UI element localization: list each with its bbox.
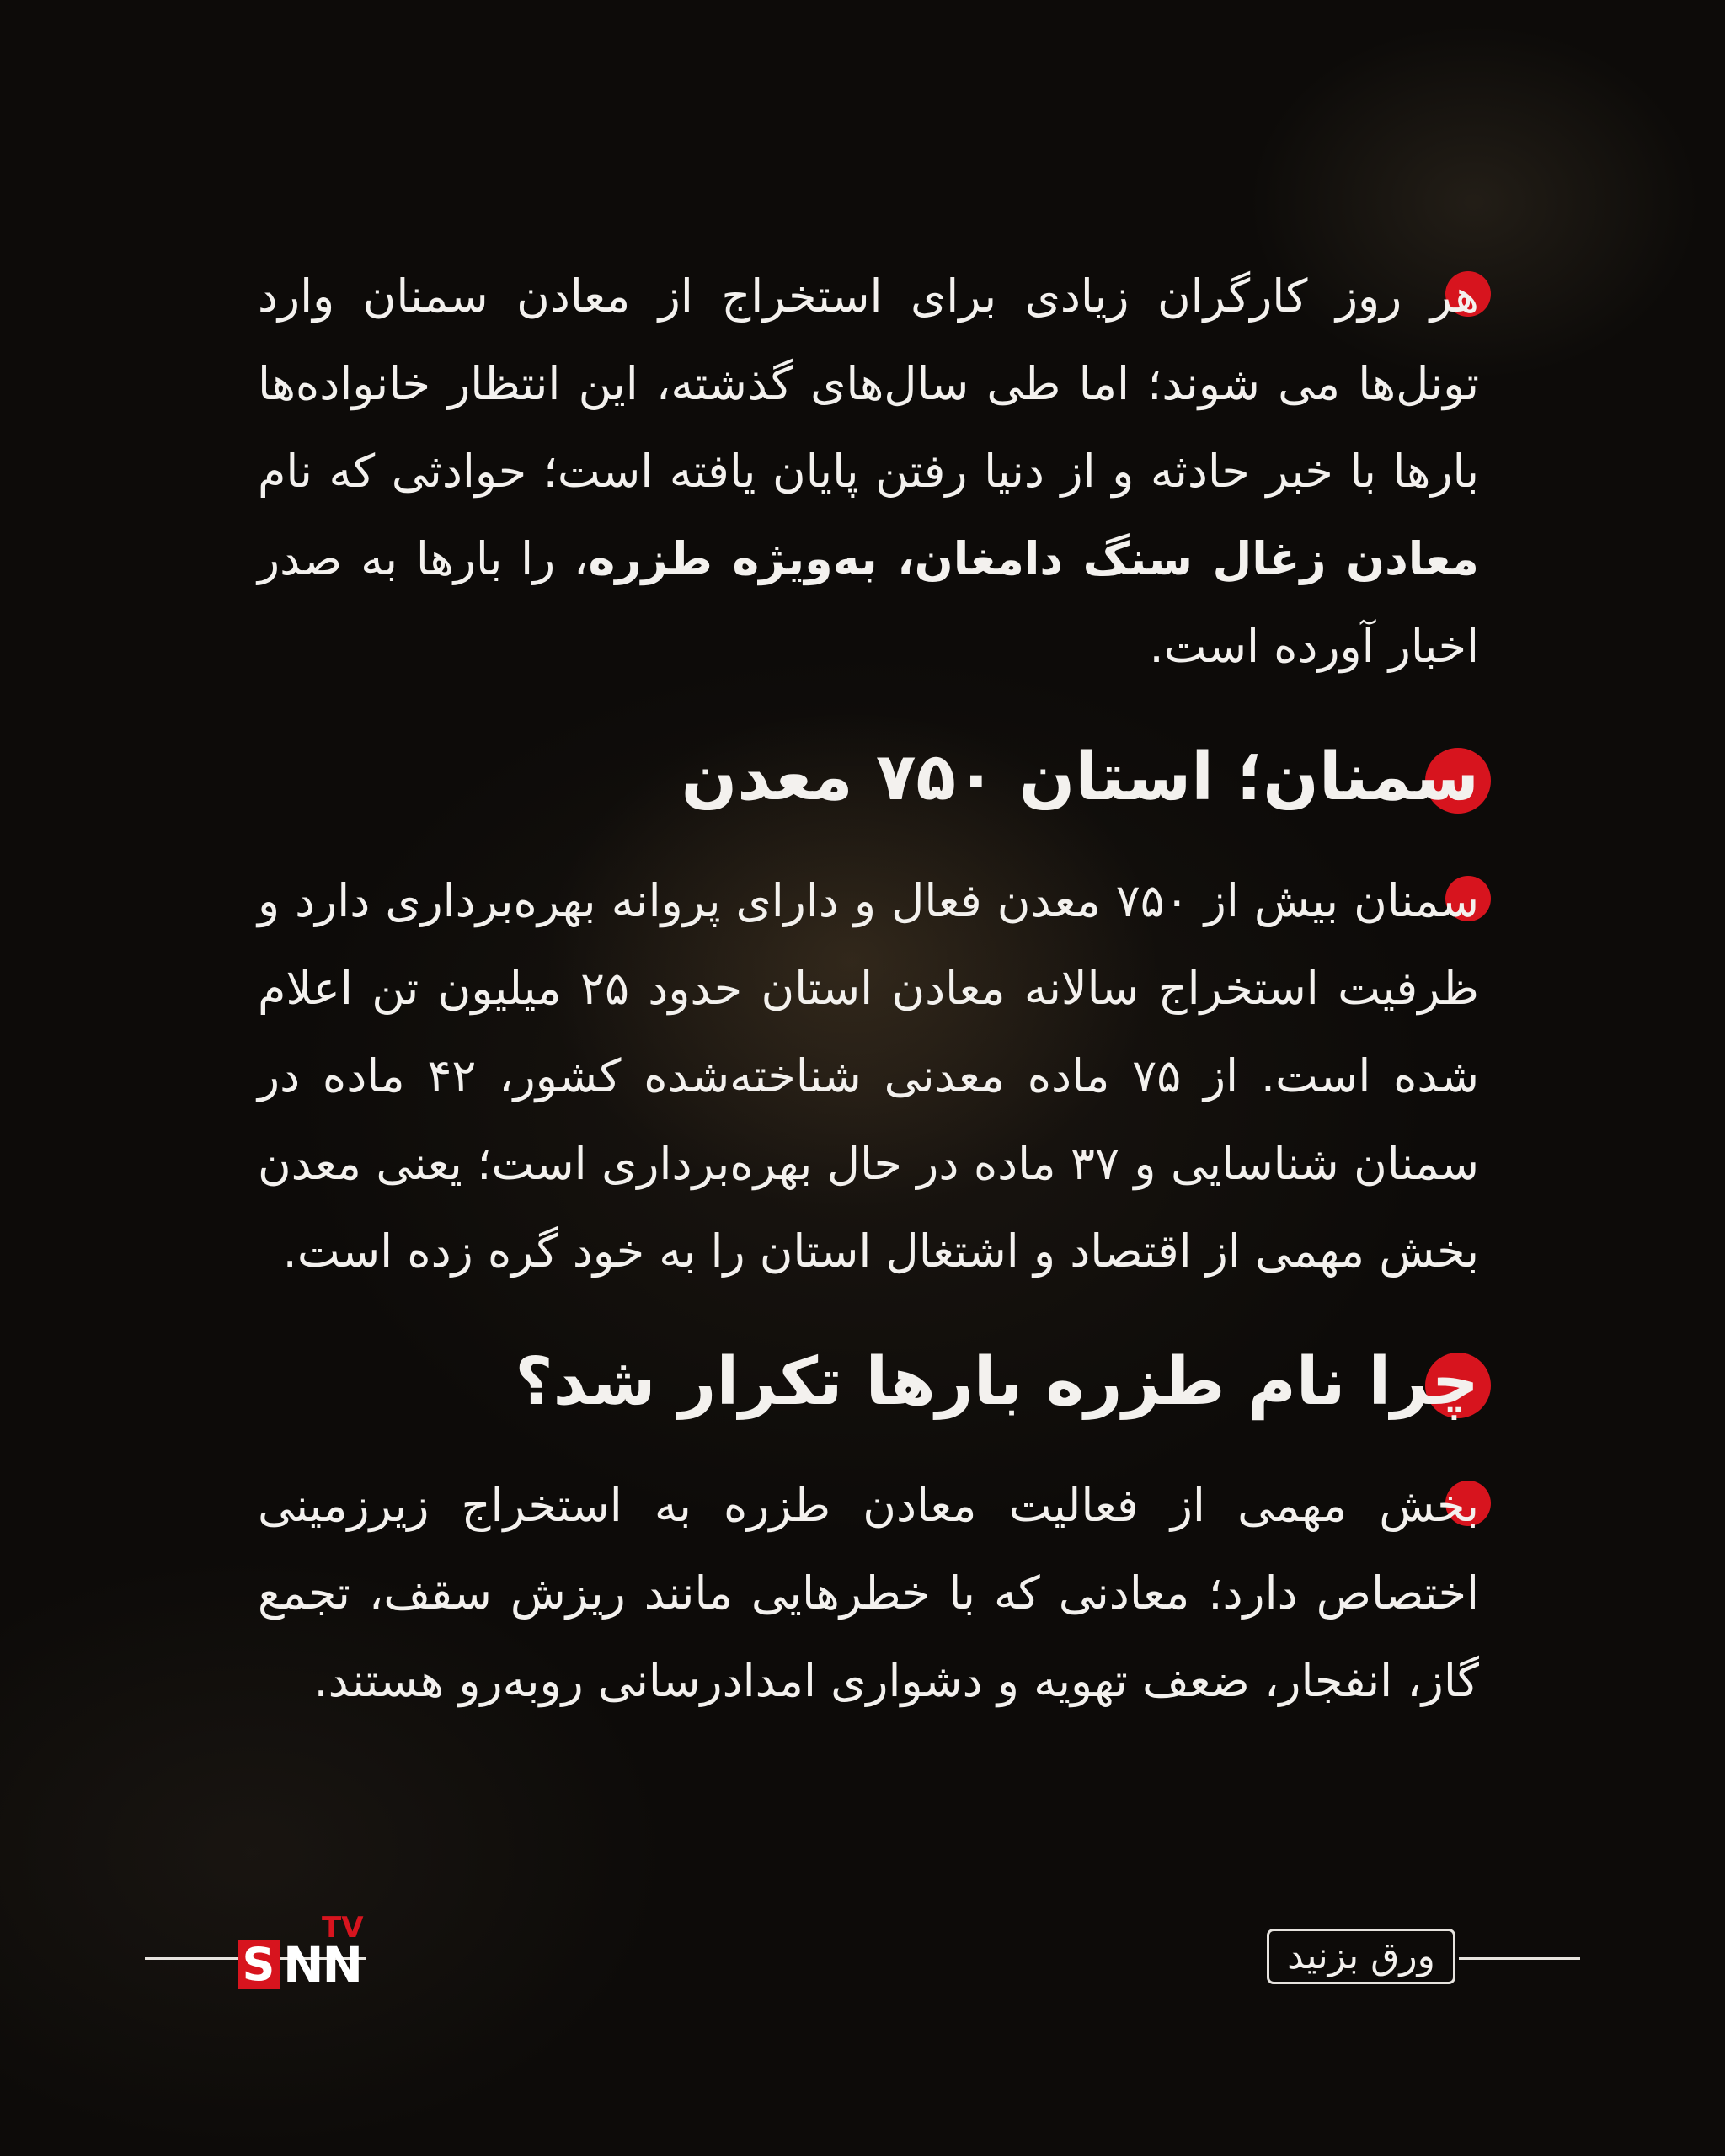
- intro-text: هر روز کارگران زیادی برای استخراج از معادن سمنان وارد تونل‌ها می شوند؛ اما طی سال‌های گذشته، این انتظار خانواده‌ها بارها با خبر حادثه و از دنیا رفتن پایان یافته است؛ حوادثی که نام معادن زغال سنگ دامغان، به‌ویژه طزره، را بارها به صدر اخبار آورده است.: [258, 270, 1479, 673]
- footer-bar: [0, 1911, 1725, 1993]
- logo-s-mark: S: [238, 1940, 280, 1989]
- section-heading-semnan: سمنان؛ استان ۷۵۰ معدن: [258, 731, 1479, 824]
- snn-tv-logo: [238, 1911, 372, 1993]
- logo-tv-text: TV: [322, 1911, 364, 1945]
- semnan-paragraph: [258, 857, 1479, 1295]
- swipe-next-button[interactable]: ورق بزنید: [1267, 1929, 1455, 1984]
- tazareh-text: بخش مهمی از فعالیت معادن طزره به استخراج زیرزمینی اختصاص دارد؛ معادنی که با خطرهایی مانند ریزش سقف، تجمع گاز، انفجار، ضعف تهویه و دشواری امدادرسانی روبه‌رو هستند.: [258, 1479, 1479, 1707]
- intro-paragraph: [258, 253, 1479, 691]
- logo-nn-text: NN: [283, 1936, 362, 1993]
- section-heading-tazareh: چرا نام طزره بارها تکرار شد؟: [258, 1336, 1479, 1428]
- tazareh-paragraph: [258, 1462, 1479, 1725]
- divider-right: [1459, 1957, 1580, 1960]
- intro-bold-phrase: معادن زغال سنگ دامغان، به‌ویژه طزره: [588, 532, 1479, 585]
- semnan-text: سمنان بیش از ۷۵۰ معدن فعال و دارای پروانه بهره‌برداری دارد و ظرفیت استخراج سالانه معادن استان حدود ۲۵ میلیون تن اعلام شده است. از ۷۵ ماده معدنی شناخته‌شده کشور، ۴۲ ماده در سمنان شناسایی و ۳۷ ماده در حال بهره‌برداری است؛ یعنی معدن بخش مهمی از اقتصاد و اشتغال استان را به خود گره زده است.: [258, 874, 1480, 1278]
- article-body: [258, 253, 1479, 1725]
